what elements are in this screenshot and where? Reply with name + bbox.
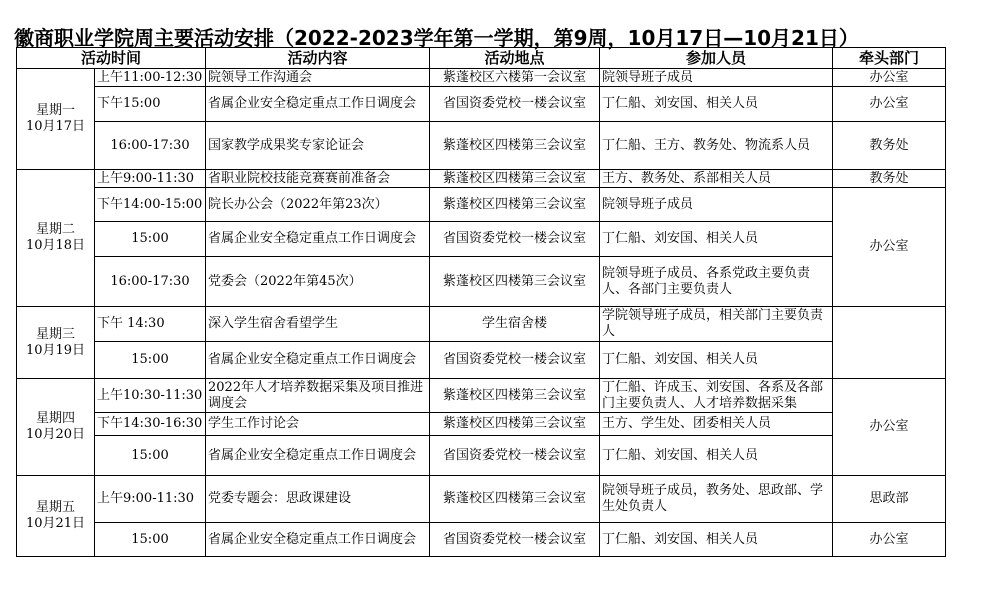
people-cell: 丁仁船、刘安国、相关人员 (600, 342, 833, 379)
table-row (17, 122, 946, 170)
place-cell: 紫蓬校区六楼第一会议室 (430, 69, 600, 87)
people-cell: 王方、教务处、系部相关人员 (600, 170, 833, 188)
time-cell: 上午9:00-11:30 (95, 476, 206, 523)
people-cell: 丁仁船、刘安国、相关人员 (600, 436, 833, 476)
time-cell: 下午14:30-16:30 (95, 413, 206, 436)
header-time: 活动时间 (17, 48, 206, 69)
place-cell: 省国资委党校一楼会议室 (430, 222, 600, 257)
table-row (17, 170, 946, 188)
people-cell: 丁仁船、许成玉、刘安国、各系及各部门主要负责人、人才培养数据采集 (600, 379, 833, 413)
place-cell: 省国资委党校一楼会议室 (430, 87, 600, 122)
content-cell: 国家教学成果奖专家论证会 (206, 122, 430, 170)
content-cell: 学生工作讨论会 (206, 413, 430, 436)
table-row (17, 222, 946, 257)
place-cell: 省国资委党校一楼会议室 (430, 342, 600, 379)
day-cell-thursday (17, 379, 95, 476)
dept-cell: 办公室 (833, 523, 946, 557)
table-row (17, 476, 946, 523)
header-place: 活动地点 (430, 48, 600, 69)
table-row (17, 379, 946, 413)
place-cell: 省国资委党校一楼会议室 (430, 523, 600, 557)
weekday-label: 星期三 (35, 326, 75, 342)
dept-cell: 办公室 (833, 69, 946, 87)
place-cell: 紫蓬校区四楼第三会议室 (430, 379, 600, 413)
table-row (17, 523, 946, 557)
people-cell: 丁仁船、刘安国、相关人员 (600, 222, 833, 257)
time-cell: 16:00-17:30 (95, 257, 206, 307)
time-cell: 15:00 (95, 523, 206, 557)
date-label: 10月20日 (25, 427, 86, 442)
table-row (17, 413, 946, 436)
dept-cell: 办公室 (833, 87, 946, 122)
table-row (17, 307, 946, 342)
time-cell: 上午9:00-11:30 (95, 170, 206, 188)
time-cell: 下午14:00-15:00 (95, 188, 206, 222)
table-row (17, 69, 946, 87)
content-cell: 省属企业安全稳定重点工作日调度会 (206, 342, 430, 379)
content-cell: 省职业院校技能竞赛赛前准备会 (206, 170, 430, 188)
header-dept: 牵头部门 (833, 48, 946, 69)
place-cell: 紫蓬校区四楼第三会议室 (430, 413, 600, 436)
place-cell: 学生宿舍楼 (430, 307, 600, 342)
content-cell: 院长办公会（2022年第23次） (206, 188, 430, 222)
dept-cell (833, 307, 946, 379)
dept-cell: 思政部 (833, 476, 946, 523)
content-cell: 深入学生宿舍看望学生 (206, 307, 430, 342)
table-row (17, 342, 946, 379)
content-cell: 2022年人才培养数据采集及项目推进调度会 (206, 379, 430, 413)
weekday-label: 星期二 (35, 222, 75, 237)
day-cell-tuesday (17, 170, 95, 307)
dept-cell: 教务处 (833, 170, 946, 188)
time-cell: 下午 14:30 (95, 307, 206, 342)
header-content: 活动内容 (206, 48, 430, 69)
time-cell: 上午11:00-12:30 (95, 69, 206, 87)
date-label: 10月21日 (25, 516, 86, 531)
header-people: 参加人员 (600, 48, 833, 69)
people-cell: 丁仁船、刘安国、相关人员 (600, 523, 833, 557)
table-row (17, 87, 946, 122)
people-cell: 院领导班子成员 (600, 69, 833, 87)
table-row (17, 436, 946, 476)
date-label: 10月18日 (25, 238, 86, 253)
day-cell-wednesday (17, 307, 95, 379)
dept-cell: 办公室 (833, 188, 946, 307)
people-cell: 院领导班子成员、各系党政主要负责人、各部门主要负责人 (600, 257, 833, 307)
table-row (17, 188, 946, 222)
weekday-label: 星期一 (35, 103, 75, 118)
place-cell: 紫蓬校区四楼第三会议室 (430, 122, 600, 170)
content-cell: 省属企业安全稳定重点工作日调度会 (206, 436, 430, 476)
content-cell: 院领导工作沟通会 (206, 69, 430, 87)
day-cell-monday (17, 69, 95, 170)
content-cell: 党委专题会：思政课建设 (206, 476, 430, 523)
time-cell: 15:00 (95, 436, 206, 476)
dept-cell: 办公室 (833, 379, 946, 476)
content-cell: 党委会（2022年第45次） (206, 257, 430, 307)
people-cell: 丁仁船、刘安国、相关人员 (600, 87, 833, 122)
weekday-label: 星期五 (35, 500, 75, 515)
dept-cell: 教务处 (833, 122, 946, 170)
place-cell: 紫蓬校区四楼第三会议室 (430, 257, 600, 307)
time-cell: 下午15:00 (95, 87, 206, 122)
content-cell: 省属企业安全稳定重点工作日调度会 (206, 523, 430, 557)
schedule-table (16, 47, 946, 557)
place-cell: 紫蓬校区四楼第三会议室 (430, 170, 600, 188)
table-row (17, 257, 946, 307)
people-cell: 院领导班子成员 (600, 188, 833, 222)
date-label: 10月19日 (25, 342, 86, 358)
people-cell: 王方、学生处、团委相关人员 (600, 413, 833, 436)
time-cell: 16:00-17:30 (95, 122, 206, 170)
time-cell: 15:00 (95, 222, 206, 257)
place-cell: 紫蓬校区四楼第三会议室 (430, 188, 600, 222)
time-cell: 15:00 (95, 342, 206, 379)
time-cell: 上午10:30-11:30 (95, 379, 206, 413)
place-cell: 省国资委党校一楼会议室 (430, 436, 600, 476)
day-cell-friday (17, 476, 95, 557)
people-cell: 院领导班子成员，教务处、思政部、学生处负责人 (600, 476, 833, 523)
date-label: 10月17日 (25, 119, 86, 134)
header-row (17, 48, 946, 69)
content-cell: 省属企业安全稳定重点工作日调度会 (206, 222, 430, 257)
page-title: 徽商职业学院周主要活动安排（2022-2023学年第一学期，第9周，10月17日—10月21日） (14, 26, 859, 50)
people-cell: 学院领导班子成员，相关部门主要负责人 (600, 307, 833, 342)
place-cell: 紫蓬校区四楼第三会议室 (430, 476, 600, 523)
content-cell: 省属企业安全稳定重点工作日调度会 (206, 87, 430, 122)
people-cell: 丁仁船、王方、教务处、物流系人员 (600, 122, 833, 170)
weekday-label: 星期四 (35, 411, 75, 426)
